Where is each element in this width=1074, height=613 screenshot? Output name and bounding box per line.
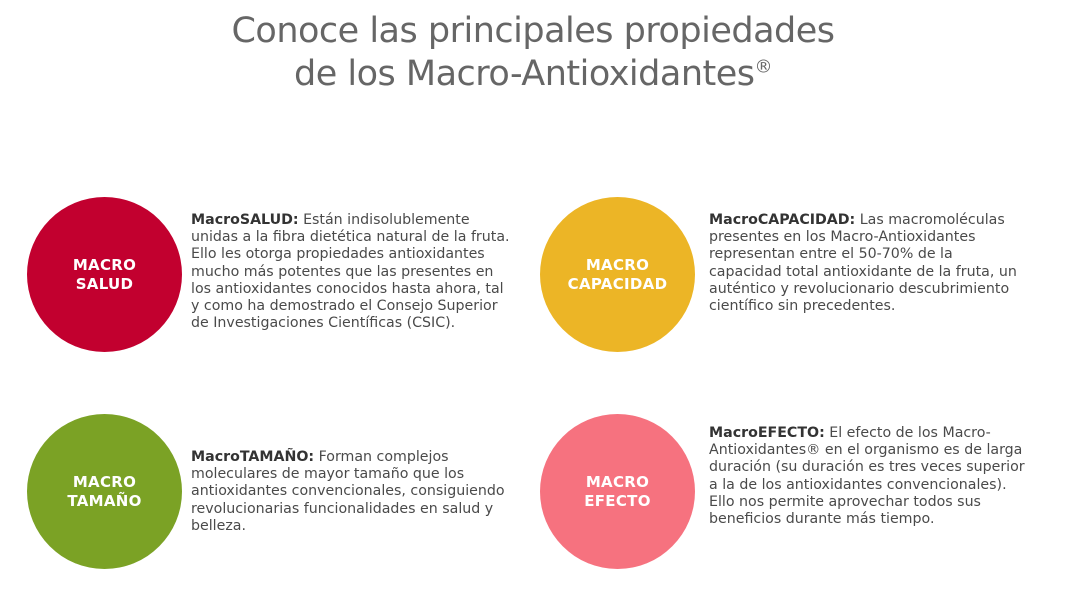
property-text: Forman complejos moleculares de mayor tamaño que los antioxidantes convencionales, consiguiendo revolucionarias funcionalidades en salud y belleza.	[191, 449, 505, 534]
circle-badge-line1: MACRO	[585, 472, 650, 491]
property-text: Las macromoléculas presentes en los Macro-Antioxidantes representan entre el 50-70% de la capacidad total antioxidante de la fruta, un auténtico y revolucionario descubrimiento científico sin precedentes.	[709, 212, 1017, 315]
circle-badge-efecto	[540, 414, 695, 569]
circle-badge-line2: CAPACIDAD	[567, 274, 668, 293]
page-title	[0, 10, 1066, 96]
circle-badge-line2: EFECTO	[584, 491, 651, 510]
circle-badge-tamano	[27, 414, 182, 569]
property-term: MacroSALUD:	[191, 212, 299, 228]
circle-badge-line2: SALUD	[75, 274, 134, 293]
property-text: Están indisolublemente unidas a la fibra dietética natural de la fruta. Ello les otorga propiedades antioxidantes mucho más potentes que las presentes en los antioxidantes conocidos hasta ahora, tal y como ha demostrado el Consejo Superior de Investigaciones Científicas (CSIC).	[191, 212, 510, 332]
circle-badge-capacidad	[540, 197, 695, 352]
property-description-efecto	[709, 425, 1029, 528]
circle-badge-line2: TAMAÑO	[67, 491, 142, 510]
property-description-salud	[191, 212, 511, 332]
page-title-line2	[0, 53, 1066, 96]
registered-mark: ®	[754, 56, 772, 78]
property-text: El efecto de los Macro-Antioxidantes® en el organismo es de larga duración (su duración es tres veces superior a la de los antioxidantes convencionales). Ello nos permite aprovechar todos sus beneficios durante más tiempo.	[709, 425, 1025, 528]
property-term: MacroCAPACIDAD:	[709, 212, 856, 228]
circle-badge-salud	[27, 197, 182, 352]
property-description-capacidad	[709, 212, 1029, 315]
page-title-line1: Conoce las principales propiedades	[231, 11, 835, 51]
property-term: MacroEFECTO:	[709, 425, 825, 441]
circle-badge-line1: MACRO	[72, 255, 137, 274]
circle-badge-line1: MACRO	[72, 472, 137, 491]
property-description-tamano	[191, 449, 511, 535]
property-term: MacroTAMAÑO:	[191, 449, 315, 465]
page-title-line2-text: de los Macro-Antioxidantes	[294, 54, 755, 94]
circle-badge-line1: MACRO	[585, 255, 650, 274]
